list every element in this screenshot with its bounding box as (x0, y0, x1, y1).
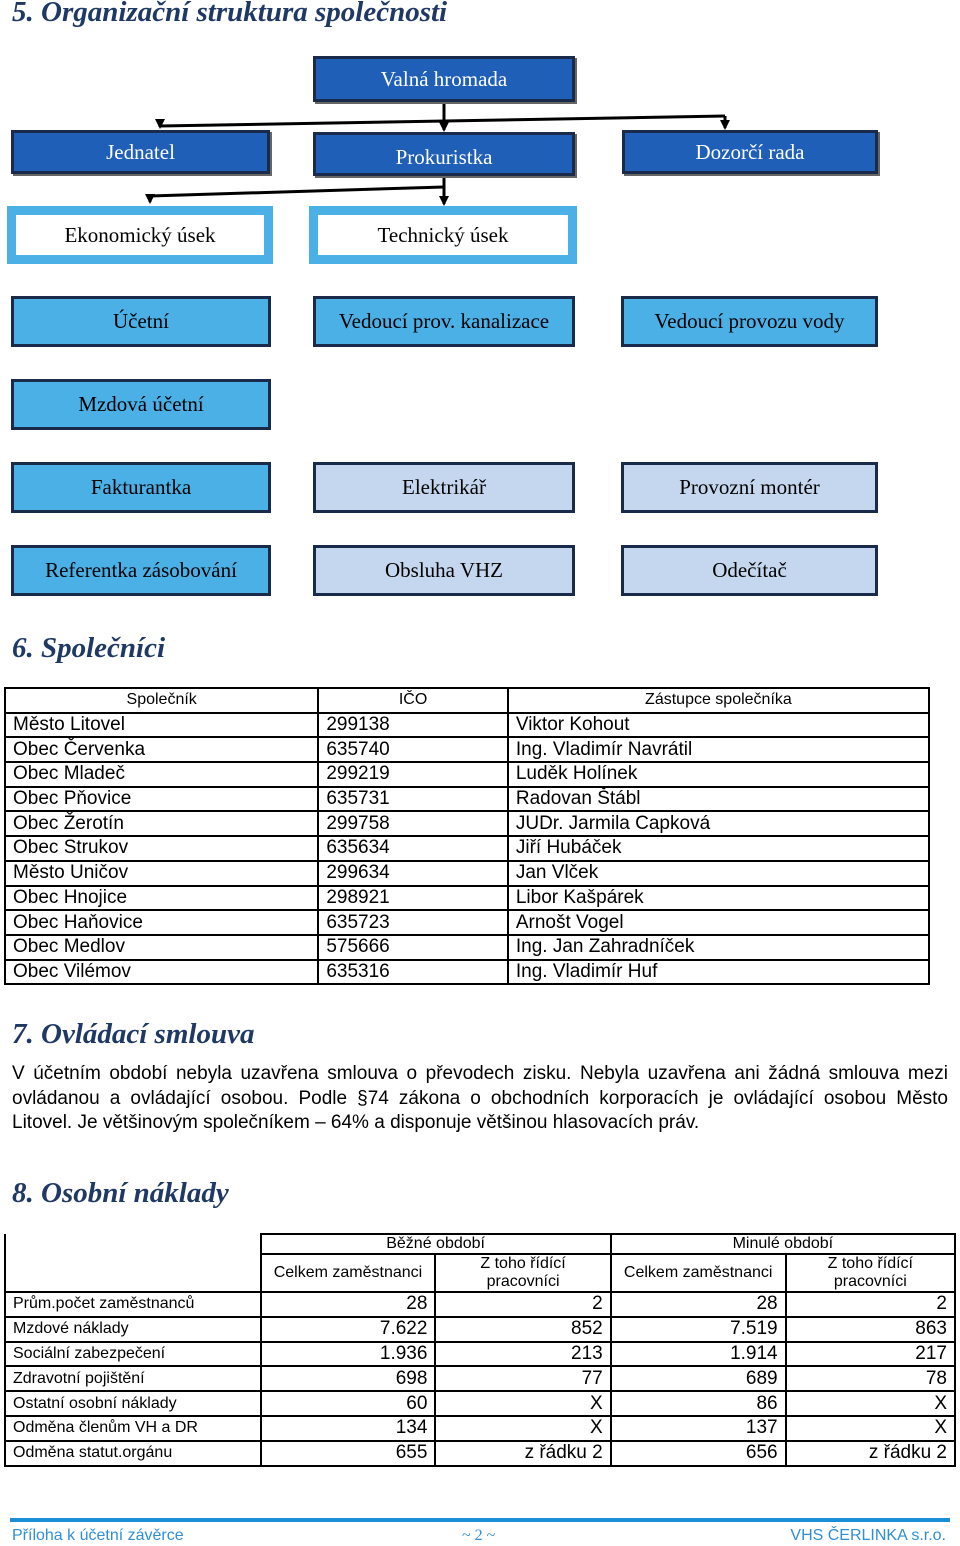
partner-ico: 635740 (318, 737, 508, 762)
partner-name: Město Litovel (5, 713, 318, 738)
cost-value: X (435, 1416, 610, 1441)
cost-value: 28 (261, 1292, 436, 1317)
costs-header-total-previous: Celkem zaměstnanci (611, 1254, 786, 1292)
partner-ico: 635316 (318, 960, 508, 985)
cost-value: 28 (611, 1292, 786, 1317)
partners-header-partner: Společník (5, 688, 318, 713)
partner-name: Obec Žerotín (5, 811, 318, 836)
cost-value: 78 (786, 1366, 955, 1391)
partner-name: Obec Mladeč (5, 762, 318, 787)
partner-representative: Jan Vlček (508, 861, 929, 886)
costs-header-current: Běžné období (261, 1234, 611, 1254)
costs-header-periods (5, 1234, 955, 1254)
org-box-elektrikar: Elektrikář (313, 462, 575, 513)
cost-label: Mzdové náklady (5, 1317, 261, 1342)
table-row (5, 1366, 955, 1391)
partner-representative: Viktor Kohout (508, 713, 929, 738)
partner-representative: JUDr. Jarmila Capková (508, 811, 929, 836)
section-title-partners: 6. Společníci (12, 632, 166, 664)
partner-representative: Jiří Hubáček (508, 836, 929, 861)
table-row (5, 1292, 955, 1317)
cost-value: 2 (786, 1292, 955, 1317)
org-box-dozorci-rada: Dozorčí rada (622, 130, 878, 174)
partner-name: Obec Strukov (5, 836, 318, 861)
table-row (5, 886, 929, 911)
partners-header-row (5, 688, 929, 713)
org-box-provozni-monter: Provozní montér (621, 462, 878, 513)
partner-representative: Libor Kašpárek (508, 886, 929, 911)
cost-value: 60 (261, 1391, 436, 1416)
cost-value: z řádku 2 (435, 1441, 610, 1466)
costs-header-previous: Minulé období (611, 1234, 955, 1254)
partner-representative: Ing. Jan Zahradníček (508, 935, 929, 960)
cost-value: 77 (435, 1366, 610, 1391)
section-title-control: 7. Ovládací smlouva (12, 1018, 255, 1050)
cost-value: 852 (435, 1317, 610, 1342)
table-row (5, 935, 929, 960)
table-row (5, 713, 929, 738)
cost-value: 655 (261, 1441, 436, 1466)
cost-value: 2 (435, 1292, 610, 1317)
partners-table (4, 687, 930, 985)
org-box-mzdova-ucetni: Mzdová účetní (11, 379, 271, 430)
table-row (5, 910, 929, 935)
cost-value: 689 (611, 1366, 786, 1391)
control-paragraph: V účetním období nebyla uzavřena smlouva o převodech zisku. Nebyla uzavřena ani žádná smlouva mezi ovládanou a ovládající osobou. Podle §74 zákona o obchodních korporacích je ovládající osobou Město Litovel. Je většinovým společníkem – 64% a disponuje většinou hlasovacích práv. (12, 1063, 948, 1133)
table-row (5, 861, 929, 886)
partner-name: Obec Pňovice (5, 787, 318, 812)
cost-value: 863 (786, 1317, 955, 1342)
org-box-ekonomicky-usek (7, 206, 273, 264)
section-title-org: 5. Organizační struktura společnosti (12, 0, 448, 28)
org-box-ucetni: Účetní (11, 296, 271, 347)
partner-ico: 635723 (318, 910, 508, 935)
org-box-obsluha-vhz: Obsluha VHZ (313, 545, 575, 596)
cost-value: z řádku 2 (786, 1441, 955, 1466)
cost-label: Odměna statut.orgánu (5, 1441, 261, 1466)
table-row (5, 960, 929, 985)
partner-representative: Ing. Vladimír Navrátil (508, 737, 929, 762)
table-row (5, 1317, 955, 1342)
table-row (5, 1342, 955, 1367)
partner-representative: Radovan Štábl (508, 787, 929, 812)
org-label-ekonomicky-usek: Ekonomický úsek (14, 213, 266, 257)
partner-ico: 575666 (318, 935, 508, 960)
partners-header-representative: Zástupce společníka (508, 688, 929, 713)
partner-ico: 635731 (318, 787, 508, 812)
cost-value: 217 (786, 1342, 955, 1367)
footer-left: Příloha k účetní závěrce (12, 1527, 184, 1544)
partner-ico: 635634 (318, 836, 508, 861)
org-label-technicky-usek: Technický úsek (316, 213, 570, 257)
partner-name: Obec Červenka (5, 737, 318, 762)
table-row (5, 737, 929, 762)
partner-name: Obec Haňovice (5, 910, 318, 935)
section-title-costs: 8. Osobní náklady (12, 1177, 229, 1209)
org-box-vedouci-vody: Vedoucí provozu vody (621, 296, 878, 347)
costs-table (4, 1233, 956, 1467)
cost-label: Ostatní osobní náklady (5, 1391, 261, 1416)
table-row (5, 836, 929, 861)
cost-label: Zdravotní pojištění (5, 1366, 261, 1391)
org-box-referentka: Referentka zásobování (11, 545, 271, 596)
table-row (5, 1416, 955, 1441)
cost-value: 7.622 (261, 1317, 436, 1342)
org-box-technicky-usek (309, 206, 577, 264)
org-box-jednatel: Jednatel (11, 130, 270, 174)
org-box-vedouci-kanalizace: Vedoucí prov. kanalizace (313, 296, 575, 347)
cost-value: 1.914 (611, 1342, 786, 1367)
partner-name: Obec Hnojice (5, 886, 318, 911)
cost-value: 698 (261, 1366, 436, 1391)
partner-representative: Arnošt Vogel (508, 910, 929, 935)
org-box-valna-hromada: Valná hromada (313, 56, 575, 102)
cost-value: X (786, 1391, 955, 1416)
partners-header-ico: IČO (318, 688, 508, 713)
partner-ico: 299219 (318, 762, 508, 787)
table-row (5, 787, 929, 812)
partner-representative: Luděk Holínek (508, 762, 929, 787)
cost-value: X (786, 1416, 955, 1441)
cost-value: 213 (435, 1342, 610, 1367)
cost-label: Odměna členům VH a DR (5, 1416, 261, 1441)
cost-value: 134 (261, 1416, 436, 1441)
cost-value: X (435, 1391, 610, 1416)
table-row (5, 762, 929, 787)
footer-divider (10, 1518, 950, 1522)
cost-value: 137 (611, 1416, 786, 1441)
partner-ico: 298921 (318, 886, 508, 911)
partner-name: Město Uničov (5, 861, 318, 886)
table-row (5, 1441, 955, 1466)
cost-label: Sociální zabezpečení (5, 1342, 261, 1367)
costs-header-empty (5, 1234, 261, 1292)
partner-representative: Ing. Vladimír Huf (508, 960, 929, 985)
footer-page-number: ~ 2 ~ (462, 1527, 496, 1544)
partner-name: Obec Vilémov (5, 960, 318, 985)
cost-value: 656 (611, 1441, 786, 1466)
partner-ico: 299758 (318, 811, 508, 836)
table-row (5, 1391, 955, 1416)
table-row (5, 811, 929, 836)
footer-right: VHS ČERLINKA s.r.o. (790, 1527, 946, 1544)
org-box-odecitac: Odečítač (621, 545, 878, 596)
partner-name: Obec Medlov (5, 935, 318, 960)
cost-value: 1.936 (261, 1342, 436, 1367)
cost-value: 7.519 (611, 1317, 786, 1342)
costs-header-managers-previous: Z toho řídící pracovníci (786, 1254, 955, 1292)
cost-value: 86 (611, 1391, 786, 1416)
costs-header-total-current: Celkem zaměstnanci (261, 1254, 436, 1292)
partner-ico: 299634 (318, 861, 508, 886)
org-box-prokuristka: Prokuristka (313, 132, 575, 176)
partner-ico: 299138 (318, 713, 508, 738)
costs-header-managers-current: Z toho řídící pracovníci (435, 1254, 610, 1292)
org-box-fakturantka: Fakturantka (11, 462, 271, 513)
cost-label: Prům.počet zaměstnanců (5, 1292, 261, 1317)
